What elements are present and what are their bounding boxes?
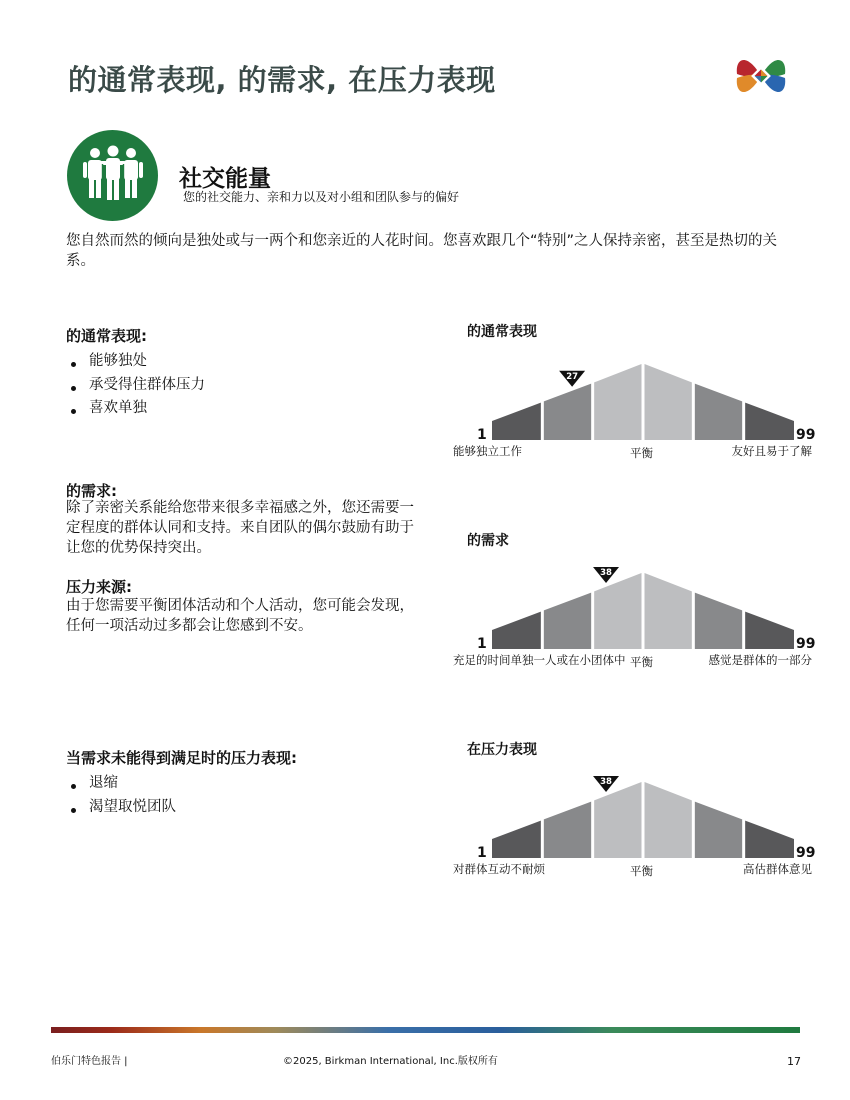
list-item: 能够独处 [66,350,205,374]
page-title: 的通常表现, 的需求, 在压力表现 [68,63,496,97]
score-value: 38 [600,567,612,578]
chart-title: 在压力表现 [467,742,537,758]
left-label: 充足的时间单独一人或在小团体中 [453,653,626,667]
scale-min: 1 [477,427,487,443]
section-title: 社交能量 [179,166,271,192]
scale-max: 99 [796,845,816,861]
stress-heading: 当需求未能得到满足时的压力表现: [66,749,298,767]
usual-list [66,350,205,421]
usual-chart [450,321,820,471]
section-icon-badge [67,130,158,221]
stress-list [66,772,176,819]
scale-min: 1 [477,845,487,861]
pyramid-segment [492,612,541,649]
pyramid-segment [645,782,692,858]
list-item: 退缩 [66,772,176,796]
pyramid-segment [492,403,541,440]
page-number: 17 [787,1055,801,1068]
center-label: 平衡 [630,864,653,878]
stress-source-heading: 压力来源: [66,578,132,596]
needs-text: 除了亲密关系能给您带来很多幸福感之外，您还需要一定程度的群体认同和支持。来自团队的偶尔鼓励有助于让您的优势保持突出。 [66,500,414,556]
center-label: 平衡 [630,655,653,669]
pyramid-segment [695,384,742,440]
pyramid-segment [594,364,641,440]
footer-color-bar [51,1027,800,1033]
intro-paragraph: 您自然而然的倾向是独处或与一两个和您亲近的人花时间。您喜欢跟几个“特别”之人保持亲密，甚至是热切的关系。 [66,233,778,269]
scale-min: 1 [477,636,487,652]
right-label: 感觉是群体的一部分 [708,653,812,667]
footer-copyright: ©2025, Birkman International, Inc.版权所有 [283,1056,498,1067]
needs-chart [450,530,820,680]
list-item: 承受得住群体压力 [66,374,205,398]
left-label: 能够独立工作 [453,444,522,458]
usual-heading: 的通常表现: [66,327,147,345]
chart-title: 的通常表现 [467,324,537,340]
list-item: 喜欢单独 [66,397,205,421]
pyramid-segment [695,802,742,858]
footer-report-label: 伯乐门特色报告 | [51,1056,128,1067]
pyramid-segment [594,573,641,649]
stress-source-text: 由于您需要平衡团体活动和个人活动，您可能会发现，任何一项活动过多都会让您感到不安。 [66,598,414,634]
left-label: 对群体互动不耐烦 [453,862,545,876]
stress-chart [450,739,820,889]
right-label: 友好且易于了解 [731,444,812,458]
section-subtitle: 您的社交能力、亲和力以及对小组和团队参与的偏好 [183,190,460,204]
pyramid-segment [745,612,794,649]
chart-title: 的需求 [467,533,509,549]
people-group-icon [82,144,144,206]
pyramid-segment [544,384,591,440]
pyramid-segment [594,782,641,858]
pyramid-segment [645,364,692,440]
score-value: 38 [600,776,612,787]
pyramid-segment [544,802,591,858]
pyramid-segment [695,593,742,649]
pyramid-segment [745,403,794,440]
right-label: 高估群体意见 [743,862,812,876]
pyramid-segment [492,821,541,858]
scale-max: 99 [796,427,816,443]
list-item: 渴望取悦团队 [66,796,176,820]
birkman-logo [733,48,789,104]
score-value: 27 [566,371,579,382]
center-label: 平衡 [630,446,653,460]
pyramid-segment [745,821,794,858]
pyramid-segment [544,593,591,649]
needs-heading: 的需求: [66,482,117,500]
pyramid-segment [645,573,692,649]
scale-max: 99 [796,636,816,652]
